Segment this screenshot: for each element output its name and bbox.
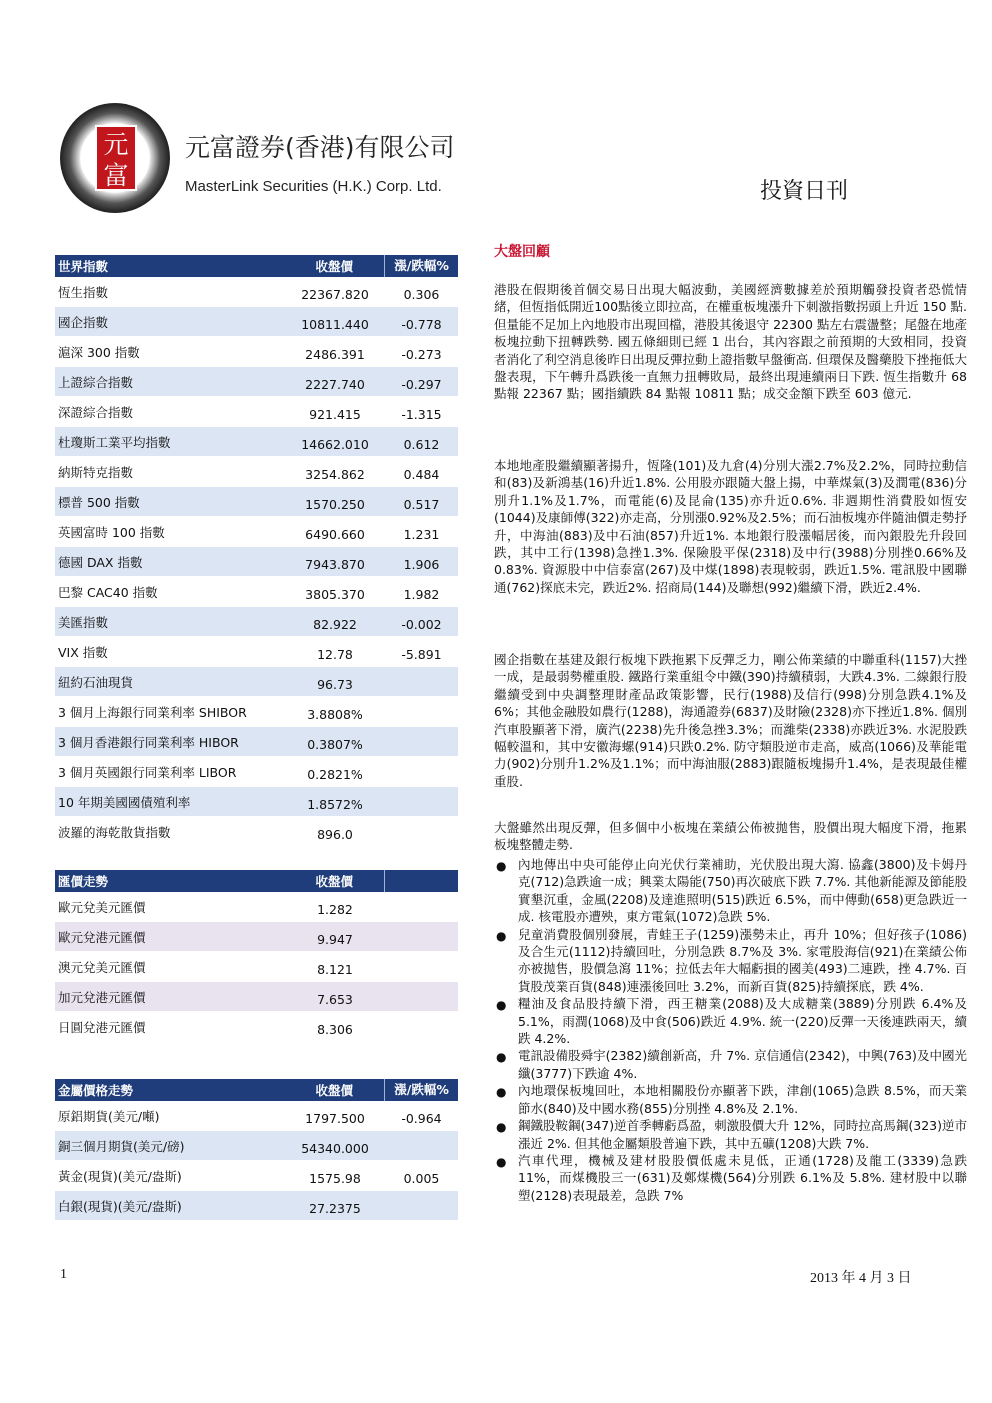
change-value: -5.891 bbox=[401, 647, 442, 662]
close-value: 82.922 bbox=[313, 617, 357, 632]
table-row bbox=[55, 397, 458, 427]
bullet-icon: ● bbox=[496, 1154, 507, 1169]
header-cell: 世界指數 bbox=[58, 259, 109, 274]
change-value bbox=[385, 1203, 458, 1209]
company-name-cn: 元富證券(香港)有限公司 bbox=[185, 133, 455, 162]
row-label: 紐約石油現貨 bbox=[58, 674, 134, 690]
table-row bbox=[55, 517, 458, 547]
bullet-icon: ● bbox=[496, 928, 507, 943]
bullet-text: 汽車代理，機械及建材股股價低處未見低，正通(1728)及龍工(3339)急跌 11%，而煤機股三一(631)及鄭煤機(564)分別跌 6.1%及 5.8%. 建材股中以聯塑(2128)表現最差，急跌 7% bbox=[518, 1152, 967, 1203]
row-label: 10 年期美國國債殖利率 bbox=[58, 794, 191, 810]
close-value: 22367.820 bbox=[301, 287, 369, 302]
change-value bbox=[385, 739, 458, 745]
change-value bbox=[385, 904, 458, 910]
row-label: 3 個月英國銀行同業利率 LIBOR bbox=[58, 764, 237, 780]
table-row bbox=[55, 607, 458, 637]
company-logo-mark: 元富 bbox=[95, 125, 137, 191]
row-label: 深證綜合指數 bbox=[58, 404, 134, 420]
market-paragraph-4: 大盤雖然出現反彈，但多個中小板塊在業績公佈被拋售，股價出現大幅度下滑，拖累板塊整體走勢. bbox=[494, 820, 967, 853]
close-value: 0.3807% bbox=[307, 737, 363, 752]
list-item bbox=[494, 856, 967, 926]
metals-table bbox=[55, 1079, 458, 1221]
change-value bbox=[385, 1024, 458, 1030]
close-value: 10811.440 bbox=[301, 317, 369, 332]
section-title: 大盤回顧 bbox=[494, 244, 550, 260]
table-row bbox=[55, 817, 458, 847]
page-number: 1 bbox=[60, 1267, 67, 1282]
header-cell: 漲/跌幅% bbox=[384, 1079, 458, 1101]
bullet-text: 內地環保板塊回吐，本地相關股份亦顯著下跌，津創(1065)急跌 8.5%，而天業節水(840)及中國水務(855)分別挫 4.8%及 2.1%. bbox=[518, 1083, 967, 1116]
close-value: 12.78 bbox=[317, 647, 353, 662]
row-label: 恆生指數 bbox=[58, 284, 109, 300]
close-value: 7943.870 bbox=[305, 557, 365, 572]
close-value: 7.653 bbox=[317, 992, 353, 1007]
table-row bbox=[55, 1101, 458, 1131]
change-value bbox=[385, 799, 458, 805]
table-row bbox=[55, 547, 458, 577]
change-value bbox=[385, 769, 458, 775]
close-value: 1570.250 bbox=[305, 497, 365, 512]
row-label: 國企指數 bbox=[58, 314, 109, 330]
bullet-text: 糧油及食品股持續下滑，西王糖業(2088)及大成糖業(3889)分別跌 6.4%及 5.1%，雨潤(1068)及中食(506)跌近 4.9%. 統一(220)反彈一天後連跌兩天，續跌 4.2%. bbox=[518, 996, 967, 1047]
fx-table bbox=[55, 870, 458, 1042]
change-value: -0.297 bbox=[401, 377, 442, 392]
bullet-text: 兒童消費股個別發展，青蛙王子(1259)漲勢未止，再升 10%；但好孩子(1086)及合生元(1112)持續回吐，分別急跌 8.7%及 3%. 家電股海信(921)在業績公佈亦被拋售，股價急瀉 11%；拉低去年大幅虧損的國美(493)二連跌，挫 4.7%. 百貨股茂業百貨(848)連漲後回吐 3.2%，而新百貨(825)持續探底，跌 4%. bbox=[518, 926, 967, 994]
change-value: 0.484 bbox=[403, 467, 440, 482]
table-row bbox=[55, 952, 458, 982]
bullet-icon: ● bbox=[496, 859, 507, 873]
table-row bbox=[55, 892, 458, 922]
row-label: 滬深 300 指數 bbox=[58, 344, 140, 360]
close-value: 3.8808% bbox=[307, 707, 363, 722]
close-value: 9.947 bbox=[317, 932, 353, 947]
bullet-text: 內地傳出中央可能停止向光伏行業補助，光伏股出現大瀉. 協鑫(3800)及卡姆丹克(712)急跌逾一成；興業太陽能(750)再次破底下跌 7.7%. 其他新能源及節能股實墾沉重，金風(2208)及達進照明(515)跌近 6.5%，而中傳動(658)更急跌近一成. 核電股亦遭殃，東方電氣(1072)急跌 5%. bbox=[518, 857, 967, 925]
market-paragraph-3: 國企指數在基建及銀行板塊下跌拖累下反彈乏力，剛公佈業績的中聯重科(1157)大挫一成，是最弱勢權重股. 鐵路行業重組令中鐵(390)持續積弱，大跌4.3%. 二線銀行股繼續受到中央調整理財產品政策影響，民行(1988)及信行(998)分別急跌4.1%及6%；其他金融股如農行(1288)，海通證券(6837)及財險(2328)亦下挫近1.8%. 個別汽車股顯著下滑，廣汽(2238)先升後急挫3.3%；而濰柴(2338)亦跌近3%. 水泥股跌幅較溫和，其中安徽海螺(914)只跌0.2%. 防守類股逆市走高，威高(1066)及華能電力(902)分別升1.2%及1.1%；而中海油服(2883)跟隨板塊揚升1.4%，是表現最佳權重股. bbox=[494, 652, 967, 789]
header-cell: 收盤價 bbox=[315, 874, 354, 889]
list-item bbox=[494, 1082, 967, 1117]
header-cell: 金屬價格走勢 bbox=[58, 1083, 134, 1098]
close-value: 1575.98 bbox=[309, 1171, 361, 1186]
bullet-icon: ● bbox=[496, 998, 507, 1013]
report-title: 投資日刊 bbox=[760, 179, 849, 204]
close-value: 896.0 bbox=[317, 827, 353, 842]
change-value bbox=[385, 709, 458, 715]
close-value: 27.2375 bbox=[309, 1201, 361, 1216]
close-value: 8.121 bbox=[317, 962, 353, 977]
table-row bbox=[55, 667, 458, 697]
row-label: 黃金(現貨)(美元/盎斯) bbox=[58, 1168, 182, 1184]
table-header bbox=[55, 255, 458, 277]
report-date: 2013 年 4 月 3 日 bbox=[810, 1271, 912, 1286]
change-value: 0.612 bbox=[403, 437, 440, 452]
table-row bbox=[55, 982, 458, 1012]
bullet-icon: ● bbox=[496, 1050, 507, 1065]
row-label: 澳元兌美元匯價 bbox=[58, 959, 146, 975]
row-label: 原鋁期貨(美元/噸) bbox=[58, 1108, 160, 1124]
close-value: 0.2821% bbox=[307, 767, 363, 782]
change-value: 0.005 bbox=[403, 1171, 440, 1186]
row-label: 德國 DAX 指數 bbox=[58, 554, 143, 570]
close-value: 1.282 bbox=[317, 902, 353, 917]
market-paragraph-1: 港股在假期後首個交易日出現大幅波動，美國經濟數據差於預期觸發投資者恐慌情緒，但恆指低開近100點後立即拉高，在權重板塊漲升下刺激指數拐頭上升近 150 點. 但量能不足加上內地股市出現回檔，港股其後退守 22300 點左右震盪整；尾盤在地產板塊拉動下扭轉跌勢. 國五條細則已經 1 出台，其內容跟之前預期的大致相同，投資者消化了利空消息後昨日出現反彈拉動上證指數早盤衝高. 但環保及醫藥股下挫拖低大盤表現，下午轉升爲跌後一直無力扭轉敗局，最終出現連續兩日下跌. 恆生指數升 68 點報 22367 點；國指續跌 84 點報 10811 點；成交金額下跌至 603 億元. bbox=[494, 282, 967, 402]
bullet-icon: ● bbox=[496, 1085, 507, 1100]
table-row bbox=[55, 1161, 458, 1191]
close-value: 96.73 bbox=[317, 677, 353, 692]
table-header bbox=[55, 870, 458, 892]
table-row bbox=[55, 727, 458, 757]
company-name-en: MasterLink Securities (H.K.) Corp. Ltd. bbox=[185, 178, 442, 195]
list-item bbox=[494, 1117, 967, 1152]
header-cell: 匯價走勢 bbox=[58, 874, 109, 889]
table-row bbox=[55, 757, 458, 787]
row-label: VIX 指數 bbox=[58, 644, 108, 660]
change-value bbox=[385, 934, 458, 940]
table-row bbox=[55, 1131, 458, 1161]
bullet-icon: ● bbox=[496, 1120, 507, 1135]
table-header bbox=[55, 1079, 458, 1101]
row-label: 加元兌港元匯價 bbox=[58, 989, 146, 1005]
row-label: 標普 500 指數 bbox=[58, 494, 140, 510]
table-row bbox=[55, 337, 458, 367]
close-value: 1797.500 bbox=[305, 1111, 365, 1126]
table-row bbox=[55, 697, 458, 727]
row-label: 白銀(現貨)(美元/盎斯) bbox=[58, 1198, 182, 1214]
list-item bbox=[494, 1047, 967, 1082]
row-label: 3 個月上海銀行同業利率 SHIBOR bbox=[58, 704, 247, 720]
table-row bbox=[55, 367, 458, 397]
change-value: 0.517 bbox=[403, 497, 440, 512]
bullet-text: 電訊設備股舜宇(2382)續創新高，升 7%. 京信通信(2342)，中興(763)及中國光纖(3777)下跌逾 4%. bbox=[518, 1048, 967, 1081]
close-value: 1.8572% bbox=[307, 797, 363, 812]
row-label: 銅三個月期貨(美元/磅) bbox=[58, 1138, 185, 1154]
close-value: 54340.000 bbox=[301, 1141, 369, 1156]
change-value: -0.778 bbox=[401, 317, 442, 332]
table-row bbox=[55, 427, 458, 457]
header-cell: 收盤價 bbox=[315, 1083, 354, 1098]
close-value: 3805.370 bbox=[305, 587, 365, 602]
table-row bbox=[55, 787, 458, 817]
change-value bbox=[385, 1143, 458, 1149]
table-row bbox=[55, 457, 458, 487]
table-row bbox=[55, 1191, 458, 1221]
market-paragraph-2: 本地地產股繼續顯著揚升，恆隆(101)及九倉(4)分別大漲2.7%及2.2%，同時拉動信和(83)及新鴻基(16)升近1.8%. 公用股亦跟隨大盤上揚，中華煤氣(3)及潤電(836)分別升1.1%及1.7%，而電能(6)及昆侖(135)亦升近0.6%. 非週期性消費股如恆安(1044)及康師傅(322)亦走高，分別漲0.92%及2.5%；而石油板塊亦伴隨油價走勢抒升，中海油(883)及中石油(857)升近1%. 本地銀行股漲幅居後，而內銀股先升段回跌，其中工行(1398)急挫1.3%. 保險股平保(2318)及中行(3988)分別挫0.66%及0.83%. 資源股中中信泰富(267)及中煤(1898)表現較弱，跌近1.5%. 電訊股中國聯通(762)探底未完，跌近2%. 招商局(144)及聯想(992)繼續下滑，跌近2.4%. bbox=[494, 458, 967, 595]
table-row bbox=[55, 577, 458, 607]
table-row bbox=[55, 637, 458, 667]
row-label: 巴黎 CAC40 指數 bbox=[58, 584, 158, 600]
close-value: 3254.862 bbox=[305, 467, 365, 482]
change-value bbox=[385, 994, 458, 1000]
header-cell: 漲/跌幅% bbox=[384, 255, 458, 277]
bullet-text: 鋼鐵股鞍鋼(347)逆首季轉虧爲盈，刺激股價大升 12%，同時拉高馬鋼(323)逆市漲近 2%. 但其他金屬類股普遍下跌，其中五礦(1208)大跌 7%. bbox=[518, 1118, 967, 1151]
row-label: 上證綜合指數 bbox=[58, 374, 134, 390]
close-value: 6490.660 bbox=[305, 527, 365, 542]
change-value bbox=[385, 829, 458, 835]
change-value: -0.964 bbox=[401, 1111, 442, 1126]
table-row bbox=[55, 922, 458, 952]
change-value: -1.315 bbox=[401, 407, 442, 422]
row-label: 美匯指數 bbox=[58, 614, 109, 630]
market-bullet-list bbox=[494, 856, 967, 1204]
row-label: 日圓兌港元匯價 bbox=[58, 1019, 146, 1035]
change-value: 1.982 bbox=[403, 587, 440, 602]
close-value: 8.306 bbox=[317, 1022, 353, 1037]
close-value: 14662.010 bbox=[301, 437, 369, 452]
close-value: 2227.740 bbox=[305, 377, 365, 392]
world-index-table bbox=[55, 255, 458, 847]
change-value bbox=[385, 964, 458, 970]
row-label: 納斯特克指數 bbox=[58, 464, 134, 480]
change-value: 0.306 bbox=[403, 287, 440, 302]
close-value: 2486.391 bbox=[305, 347, 365, 362]
list-item bbox=[494, 926, 967, 996]
change-value: -0.002 bbox=[401, 617, 442, 632]
change-value bbox=[385, 679, 458, 685]
table-row bbox=[55, 277, 458, 307]
row-label: 杜瓊斯工業平均指數 bbox=[58, 434, 171, 450]
table-row bbox=[55, 307, 458, 337]
row-label: 英國富時 100 指數 bbox=[58, 524, 165, 540]
close-value: 921.415 bbox=[309, 407, 361, 422]
list-item bbox=[494, 995, 967, 1047]
list-item bbox=[494, 1152, 967, 1204]
header-cell: 收盤價 bbox=[315, 259, 354, 274]
table-row bbox=[55, 487, 458, 517]
row-label: 歐元兌港元匯價 bbox=[58, 929, 146, 945]
change-value: 1.906 bbox=[403, 557, 440, 572]
row-label: 3 個月香港銀行同業利率 HIBOR bbox=[58, 734, 239, 750]
change-value: -0.273 bbox=[401, 347, 442, 362]
row-label: 歐元兌美元匯價 bbox=[58, 899, 146, 915]
header-cell bbox=[384, 870, 458, 892]
row-label: 波羅的海乾散貨指數 bbox=[58, 824, 171, 840]
change-value: 1.231 bbox=[403, 527, 440, 542]
table-row bbox=[55, 1012, 458, 1042]
